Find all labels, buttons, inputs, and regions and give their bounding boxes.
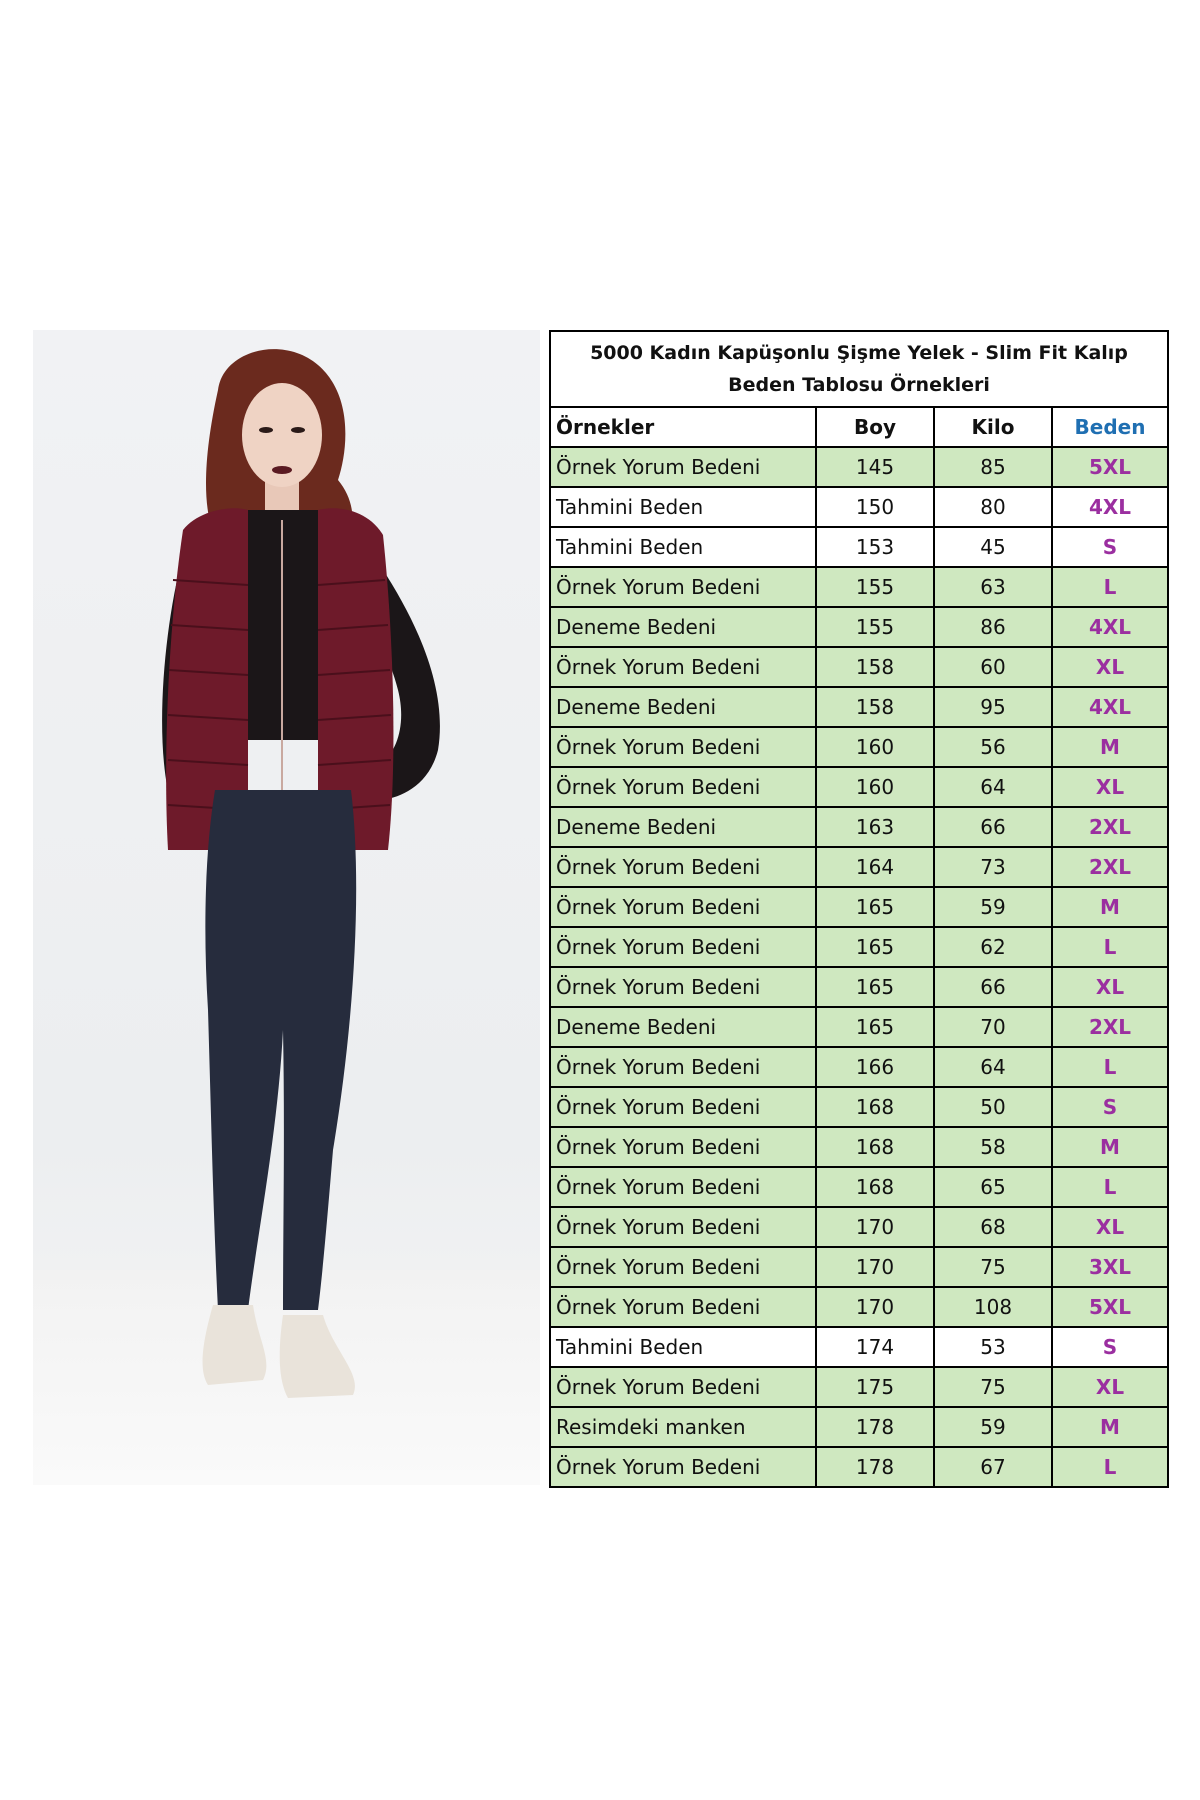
row-weight: 70	[934, 1007, 1052, 1047]
row-size: M	[1052, 1407, 1167, 1447]
row-label: Örnek Yorum Bedeni	[551, 1167, 816, 1207]
table-row	[551, 1007, 1167, 1047]
row-size: S	[1052, 1087, 1167, 1127]
row-weight: 59	[934, 1407, 1052, 1447]
table-row	[551, 1367, 1167, 1407]
row-label: Örnek Yorum Bedeni	[551, 887, 816, 927]
row-height: 155	[816, 607, 934, 647]
row-label: Örnek Yorum Bedeni	[551, 1127, 816, 1167]
table-row	[551, 567, 1167, 607]
row-height: 158	[816, 647, 934, 687]
row-height: 158	[816, 687, 934, 727]
row-label: Örnek Yorum Bedeni	[551, 1087, 816, 1127]
row-size: M	[1052, 887, 1167, 927]
row-height: 178	[816, 1407, 934, 1447]
row-weight: 66	[934, 967, 1052, 1007]
row-size: M	[1052, 1127, 1167, 1167]
row-size: M	[1052, 727, 1167, 767]
row-size: S	[1052, 527, 1167, 567]
table-row	[551, 1327, 1167, 1367]
row-weight: 53	[934, 1327, 1052, 1367]
row-height: 160	[816, 767, 934, 807]
row-size: L	[1052, 1167, 1167, 1207]
row-size: 2XL	[1052, 807, 1167, 847]
row-weight: 60	[934, 647, 1052, 687]
table-body	[551, 447, 1167, 1486]
row-label: Deneme Bedeni	[551, 607, 816, 647]
table-row	[551, 807, 1167, 847]
row-weight: 68	[934, 1207, 1052, 1247]
model-eye-right	[291, 427, 305, 433]
row-label: Deneme Bedeni	[551, 1007, 816, 1047]
row-size: XL	[1052, 1207, 1167, 1247]
row-weight: 66	[934, 807, 1052, 847]
row-weight: 64	[934, 767, 1052, 807]
model-jeans	[205, 790, 356, 1310]
table-row	[551, 687, 1167, 727]
row-weight: 50	[934, 1087, 1052, 1127]
row-weight: 67	[934, 1447, 1052, 1486]
row-label: Tahmini Beden	[551, 1327, 816, 1367]
row-height: 165	[816, 1007, 934, 1047]
row-size: XL	[1052, 647, 1167, 687]
table-row	[551, 927, 1167, 967]
table-header-row	[551, 408, 1167, 447]
row-weight: 80	[934, 487, 1052, 527]
table-row	[551, 1287, 1167, 1327]
table-title	[551, 332, 1167, 408]
row-label: Tahmini Beden	[551, 487, 816, 527]
row-size: L	[1052, 1047, 1167, 1087]
table-row	[551, 1207, 1167, 1247]
row-height: 150	[816, 487, 934, 527]
row-height: 145	[816, 447, 934, 487]
row-weight: 85	[934, 447, 1052, 487]
row-label: Örnek Yorum Bedeni	[551, 847, 816, 887]
row-height: 155	[816, 567, 934, 607]
row-label: Örnek Yorum Bedeni	[551, 567, 816, 607]
model-shoe-left	[203, 1305, 267, 1385]
row-label: Örnek Yorum Bedeni	[551, 967, 816, 1007]
row-weight: 62	[934, 927, 1052, 967]
row-size: L	[1052, 1447, 1167, 1486]
row-height: 165	[816, 927, 934, 967]
row-weight: 75	[934, 1247, 1052, 1287]
product-photo	[33, 330, 540, 1485]
row-label: Örnek Yorum Bedeni	[551, 1367, 816, 1407]
row-height: 178	[816, 1447, 934, 1486]
table-row	[551, 1127, 1167, 1167]
header-height: Boy	[816, 408, 934, 447]
table-title-line1: 5000 Kadın Kapüşonlu Şişme Yelek - Slim Fit Kalıp	[590, 342, 1128, 364]
row-size: 2XL	[1052, 847, 1167, 887]
row-size: 3XL	[1052, 1247, 1167, 1287]
row-size: L	[1052, 567, 1167, 607]
row-weight: 63	[934, 567, 1052, 607]
row-weight: 64	[934, 1047, 1052, 1087]
row-height: 168	[816, 1167, 934, 1207]
row-height: 170	[816, 1247, 934, 1287]
row-height: 170	[816, 1287, 934, 1327]
size-table	[551, 408, 1167, 1486]
table-row	[551, 487, 1167, 527]
row-height: 174	[816, 1327, 934, 1367]
row-height: 170	[816, 1207, 934, 1247]
table-row	[551, 1087, 1167, 1127]
table-row	[551, 767, 1167, 807]
table-row	[551, 1047, 1167, 1087]
row-height: 164	[816, 847, 934, 887]
row-label: Örnek Yorum Bedeni	[551, 727, 816, 767]
size-chart-table	[549, 330, 1169, 1488]
header-examples: Örnekler	[551, 408, 816, 447]
row-height: 160	[816, 727, 934, 767]
row-weight: 59	[934, 887, 1052, 927]
header-weight: Kilo	[934, 408, 1052, 447]
row-weight: 95	[934, 687, 1052, 727]
row-label: Örnek Yorum Bedeni	[551, 767, 816, 807]
row-height: 163	[816, 807, 934, 847]
row-height: 168	[816, 1087, 934, 1127]
row-height: 175	[816, 1367, 934, 1407]
row-weight: 75	[934, 1367, 1052, 1407]
row-label: Örnek Yorum Bedeni	[551, 1207, 816, 1247]
row-label: Örnek Yorum Bedeni	[551, 1247, 816, 1287]
table-row	[551, 1167, 1167, 1207]
row-label: Örnek Yorum Bedeni	[551, 1447, 816, 1486]
row-height: 168	[816, 1127, 934, 1167]
row-weight: 65	[934, 1167, 1052, 1207]
row-size: S	[1052, 1327, 1167, 1367]
table-row	[551, 1407, 1167, 1447]
row-height: 153	[816, 527, 934, 567]
row-label: Örnek Yorum Bedeni	[551, 447, 816, 487]
row-label: Deneme Bedeni	[551, 807, 816, 847]
table-row	[551, 887, 1167, 927]
model-lips	[272, 466, 292, 474]
table-row	[551, 847, 1167, 887]
row-label: Deneme Bedeni	[551, 687, 816, 727]
row-weight: 45	[934, 527, 1052, 567]
row-weight: 108	[934, 1287, 1052, 1327]
row-size: XL	[1052, 967, 1167, 1007]
row-size: 4XL	[1052, 487, 1167, 527]
row-size: 4XL	[1052, 687, 1167, 727]
row-label: Örnek Yorum Bedeni	[551, 1047, 816, 1087]
row-label: Örnek Yorum Bedeni	[551, 927, 816, 967]
row-label: Tahmini Beden	[551, 527, 816, 567]
model-eye-left	[259, 427, 273, 433]
row-size: 5XL	[1052, 1287, 1167, 1327]
table-title-line2: Beden Tablosu Örnekleri	[728, 374, 990, 396]
table-row	[551, 727, 1167, 767]
row-size: 2XL	[1052, 1007, 1167, 1047]
row-weight: 86	[934, 607, 1052, 647]
table-row	[551, 527, 1167, 567]
row-weight: 73	[934, 847, 1052, 887]
header-size: Beden	[1052, 408, 1167, 447]
row-size: XL	[1052, 767, 1167, 807]
row-height: 165	[816, 967, 934, 1007]
row-label: Resimdeki manken	[551, 1407, 816, 1447]
row-size: 4XL	[1052, 607, 1167, 647]
row-height: 166	[816, 1047, 934, 1087]
table-row	[551, 607, 1167, 647]
row-label: Örnek Yorum Bedeni	[551, 647, 816, 687]
table-row	[551, 967, 1167, 1007]
table-row	[551, 447, 1167, 487]
row-label: Örnek Yorum Bedeni	[551, 1287, 816, 1327]
row-size: 5XL	[1052, 447, 1167, 487]
row-weight: 56	[934, 727, 1052, 767]
table-row	[551, 1247, 1167, 1287]
model-shoe-right	[280, 1315, 355, 1398]
row-weight: 58	[934, 1127, 1052, 1167]
table-row	[551, 647, 1167, 687]
model-illustration	[33, 330, 540, 1485]
row-height: 165	[816, 887, 934, 927]
row-size: L	[1052, 927, 1167, 967]
table-row	[551, 1447, 1167, 1486]
row-size: XL	[1052, 1367, 1167, 1407]
